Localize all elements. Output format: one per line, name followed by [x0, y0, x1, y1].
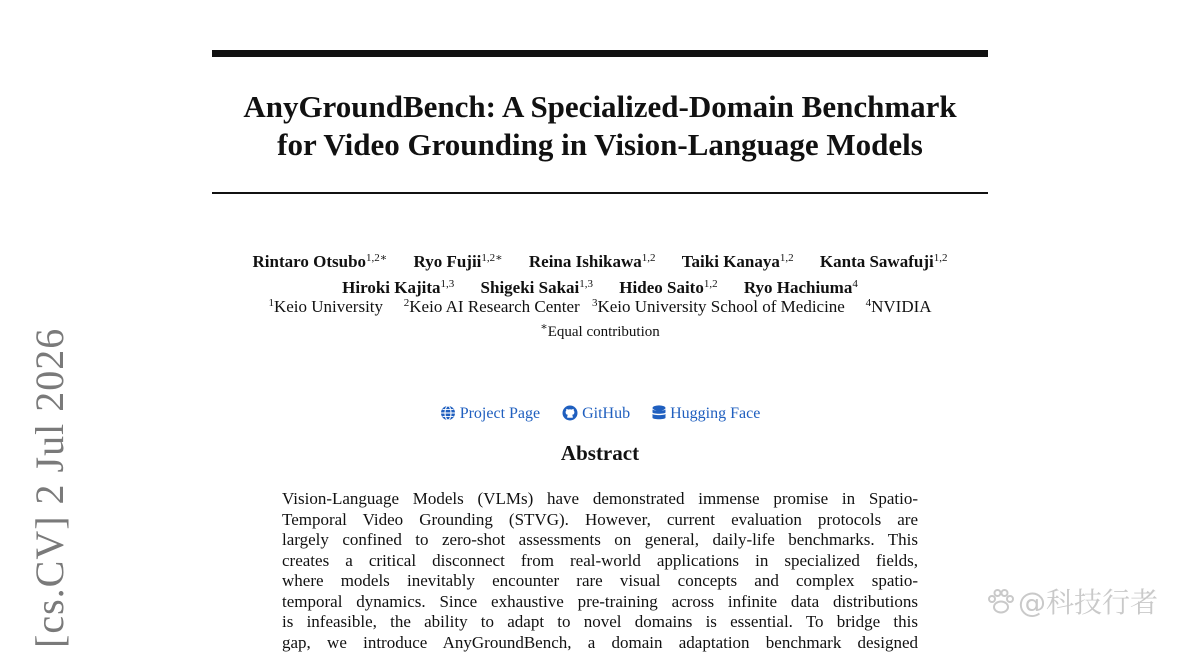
- author: Hiroki Kajita$^{1,3}$: [342, 278, 454, 297]
- title-line: AnyGroundBench: A Specialized-Domain Benchmark: [150, 88, 1050, 126]
- affiliation: $^2$Keio AI Research Center: [404, 297, 580, 316]
- author: Rintaro Otsubo$^{1,2∗}$: [253, 252, 388, 271]
- author: Shigeki Sakai$^{1,3}$: [481, 278, 594, 297]
- abstract-line: creates a critical disconnect from real-world applications in specialized fields,: [282, 551, 918, 572]
- abstract-line: Temporal Video Grounding (STVG). However, current evaluation protocols are: [282, 510, 918, 531]
- abstract-line: largely confined to zero-shot assessments on general, daily-life benchmarks. This: [282, 530, 918, 551]
- project-page-link[interactable]: Project Page: [440, 405, 544, 422]
- affiliation: $^1$Keio University: [268, 297, 383, 316]
- title-top-rule: [212, 50, 988, 57]
- affiliations: [100, 292, 1100, 318]
- equal-contribution-note: ∗Equal contribution: [100, 317, 1100, 342]
- database-icon: [652, 405, 666, 421]
- paper-title: [150, 88, 1050, 164]
- affiliation: $^4$NVIDIA: [866, 297, 932, 316]
- author: Ryo Fujii$^{1,2∗}$: [414, 252, 503, 271]
- author: Hideo Saito$^{1,2}$: [619, 278, 717, 297]
- author: Kanta Sawafuji$^{1,2}$: [820, 252, 948, 271]
- abstract-line: temporal dynamics. Since exhaustive pre-training across infinite data distributions: [282, 592, 918, 613]
- author-line-1: [100, 247, 1100, 273]
- hugging-face-link[interactable]: Hugging Face: [652, 405, 760, 422]
- author: Ryo Hachiuma$^4$: [744, 278, 858, 297]
- arxiv-side-stamp: [cs.CV] 2 Jul 2026: [28, 328, 72, 648]
- title-bottom-rule: [212, 192, 988, 194]
- author: Reina Ishikawa$^{1,2}$: [529, 252, 656, 271]
- abstract-line: Vision-Language Models (VLMs) have demonstrated immense promise in Spatio-: [282, 489, 918, 510]
- watermark: @科技行者: [986, 586, 1158, 620]
- abstract-line: where models inevitably encounter rare visual concepts and complex spatio-: [282, 571, 918, 592]
- abstract-line: is infeasible, the ability to adapt to novel domains is essential. To bridge this: [282, 612, 918, 633]
- resource-links: [300, 403, 900, 425]
- abstract-line: gap, we introduce AnyGroundBench, a domain adaptation benchmark designed: [282, 633, 918, 653]
- abstract-text: [282, 489, 918, 653]
- author: Taiki Kanaya$^{1,2}$: [682, 252, 794, 271]
- abstract-heading: Abstract: [400, 440, 800, 466]
- github-icon: [562, 405, 578, 421]
- paw-icon: [986, 588, 1016, 616]
- globe-icon: [440, 405, 456, 421]
- title-line: for Video Grounding in Vision-Language Models: [150, 126, 1050, 164]
- affiliation: $^3$Keio University School of Medicine: [592, 297, 845, 316]
- github-link[interactable]: GitHub: [562, 405, 634, 422]
